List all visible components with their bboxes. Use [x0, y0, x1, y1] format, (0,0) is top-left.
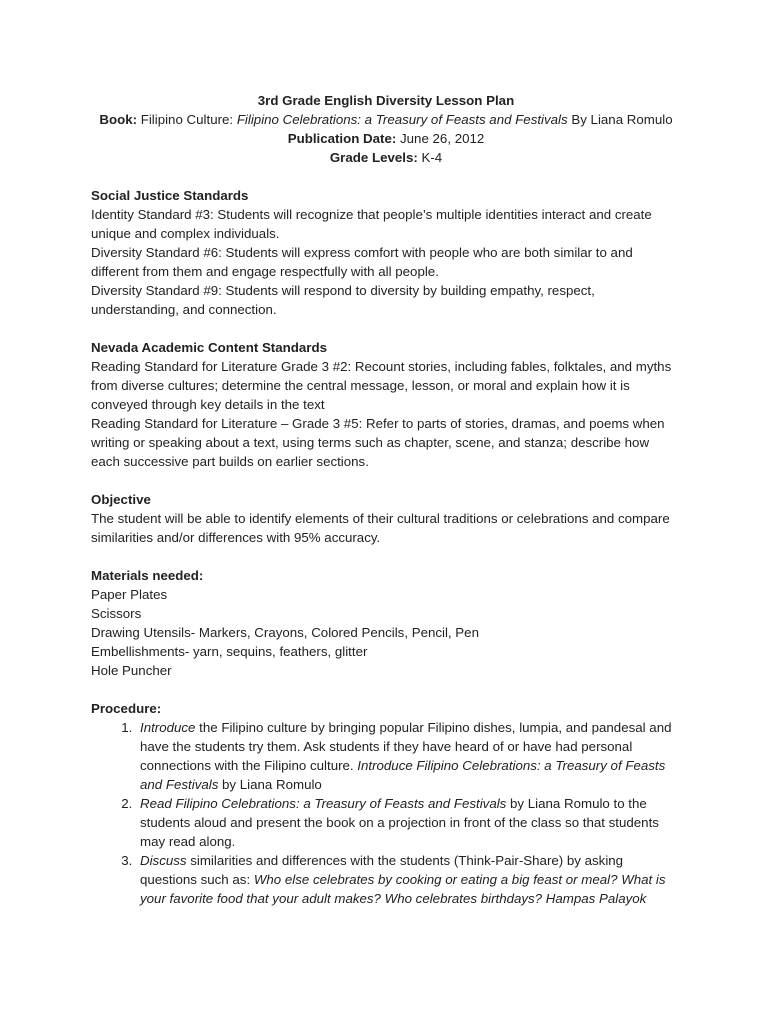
material-item: Drawing Utensils- Markers, Crayons, Colored Pencils, Pencil, Pen	[91, 625, 479, 640]
material-item: Scissors	[91, 606, 142, 621]
diversity-standard-9: Diversity Standard #9: Students will respond to diversity by building empathy, respect, understanding, and connection.	[91, 283, 595, 317]
grade-value: K-4	[417, 150, 443, 165]
diversity-standard-6: Diversity Standard #6: Students will express comfort with people who are both similar to and different from them and engage respectfully with all people.	[91, 245, 633, 279]
objective-heading: Objective	[91, 492, 151, 507]
procedure-step-3	[136, 851, 681, 908]
procedure-step-1	[136, 718, 681, 794]
publication-line	[91, 129, 681, 148]
publication-value: June 26, 2012	[396, 131, 485, 146]
reading-standard-5: Reading Standard for Literature – Grade 3 #5: Refer to parts of stories, dramas, and poems when writing or speaking about a text, using terms such as chapter, scene, and stanza; describe how each successive part builds on earlier sections.	[91, 416, 665, 469]
publication-label: Publication Date:	[287, 131, 397, 146]
step-1-verb: Introduce	[140, 720, 196, 735]
material-item: Embellishments- yarn, sequins, feathers, glitter	[91, 644, 368, 659]
step-3-text: similarities and differences with the students (Think-Pair-Share) by asking questions such as:	[140, 853, 624, 887]
step-3-verb: Discuss	[140, 853, 187, 868]
step-1-book-title: Introduce Filipino Celebrations: a Treasury of Feasts and Festivals	[140, 758, 666, 792]
book-label: Book:	[99, 112, 138, 127]
spacer	[91, 319, 681, 338]
objective-text: The student will be able to identify elements of their cultural traditions or celebrations and compare similarities and/or differences with 95% accuracy.	[91, 511, 670, 545]
step-3-questions: Who else celebrates by cooking or eating a big feast or meal? What is your favorite food that your adult makes? Who celebrates birthdays? Hampas Palayok	[140, 872, 666, 906]
procedure-step-2	[136, 794, 681, 851]
book-culture: Filipino Culture:	[137, 112, 237, 127]
spacer	[91, 471, 681, 490]
procedure-list	[91, 718, 681, 908]
materials-heading: Materials needed:	[91, 568, 204, 583]
spacer	[91, 167, 681, 186]
procedure-heading: Procedure:	[91, 701, 162, 716]
document-content	[91, 91, 681, 908]
social-justice-heading: Social Justice Standards	[91, 188, 249, 203]
document-title: 3rd Grade English Diversity Lesson Plan	[257, 93, 515, 108]
material-item: Hole Puncher	[91, 663, 172, 678]
material-item: Paper Plates	[91, 587, 168, 602]
spacer	[91, 680, 681, 699]
nevada-standards-heading: Nevada Academic Content Standards	[91, 340, 327, 355]
book-author: By Liana Romulo	[567, 112, 673, 127]
identity-standard-3: Identity Standard #3: Students will recognize that people’s multiple identities interact and create unique and complex individuals.	[91, 207, 652, 241]
step-2-text: by Liana Romulo to the students aloud and present the book on a projection in front of the class so that students may read along.	[140, 796, 659, 849]
step-1-text: the Filipino culture by bringing popular Filipino dishes, lumpia, and pandesal and have the students try them. Ask students if they have heard of or have had personal connections with the Filipino culture.	[140, 720, 672, 773]
reading-standard-2: Reading Standard for Literature Grade 3 #2: Recount stories, including fables, folktales, and myths from diverse cultures; determine the central message, lesson, or moral and explain how it is conveyed through key details in the text	[91, 359, 672, 412]
book-title: Filipino Celebrations: a Treasury of Feasts and Festivals	[236, 112, 568, 127]
book-line	[91, 110, 681, 129]
step-2-book-title: Read Filipino Celebrations: a Treasury of Feasts and Festivals	[140, 796, 507, 811]
grade-line	[91, 148, 681, 167]
grade-label: Grade Levels:	[329, 150, 418, 165]
spacer	[91, 547, 681, 566]
step-1-author: by Liana Romulo	[218, 777, 322, 792]
